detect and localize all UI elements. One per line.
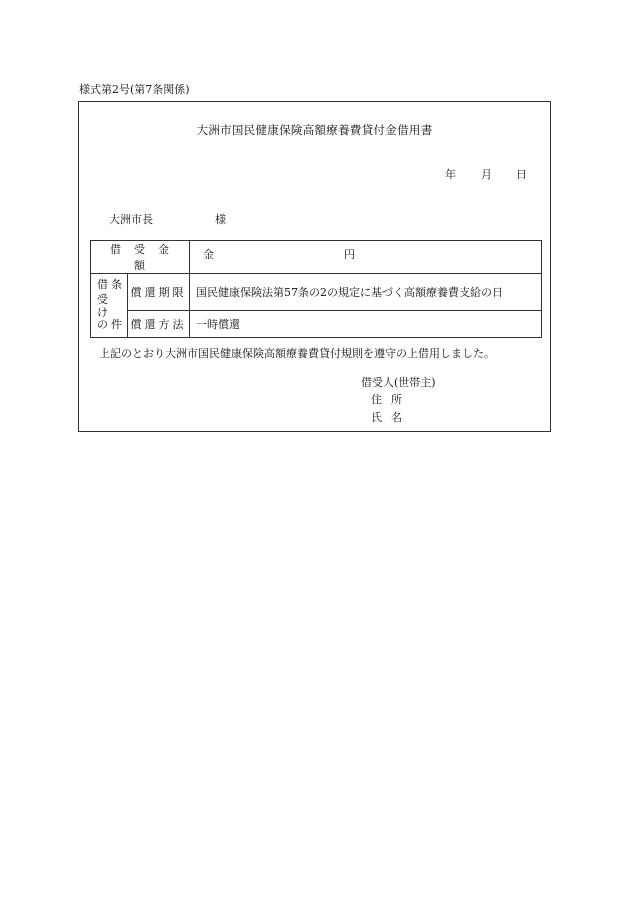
date-day-label: 日 — [516, 168, 527, 181]
conditions-char: け — [97, 306, 108, 319]
repayment-method-label: 償還方法 — [128, 310, 190, 337]
conditions-char: 借 — [97, 278, 108, 291]
address-label: 住所 — [371, 393, 411, 406]
borrower-label: 借受人(世帯主) — [361, 376, 436, 389]
repayment-date-label: 償還期限 — [128, 274, 190, 311]
loan-details-table — [90, 240, 542, 338]
conditions-char: の — [97, 318, 108, 331]
amount-value-cell — [190, 241, 542, 274]
repayment-date-value: 国民健康保険法第57条の2の規定に基づく高額療養費支給の日 — [190, 274, 542, 311]
name-label: 氏名 — [371, 411, 411, 424]
amount-prefix: 金 — [203, 248, 214, 261]
declaration-statement: 上記のとおり大洲市国民健康保険高額療養費貸付規則を遵守の上借用しました。 — [99, 347, 495, 360]
loan-form-frame — [78, 101, 551, 432]
addressee-honorific: 様 — [215, 213, 226, 226]
conditions-char: 受 — [97, 293, 108, 306]
addressee-name: 大洲市長 — [109, 213, 153, 226]
document-title: 大洲市国民健康保険高額療養費貸付金借用書 — [196, 123, 433, 137]
conditions-char: 件 — [111, 318, 122, 331]
conditions-label — [91, 274, 128, 338]
table-row — [91, 274, 542, 311]
conditions-char: 条 — [111, 278, 122, 291]
amount-suffix: 円 — [344, 248, 355, 261]
form-number: 様式第2号(第7条関係) — [79, 83, 190, 96]
table-row — [91, 310, 542, 337]
repayment-method-value: 一時償還 — [190, 310, 542, 337]
table-row — [91, 241, 542, 274]
date-year-label: 年 — [445, 168, 456, 181]
date-month-label: 月 — [481, 168, 492, 181]
amount-label: 借受金額 — [91, 241, 190, 274]
